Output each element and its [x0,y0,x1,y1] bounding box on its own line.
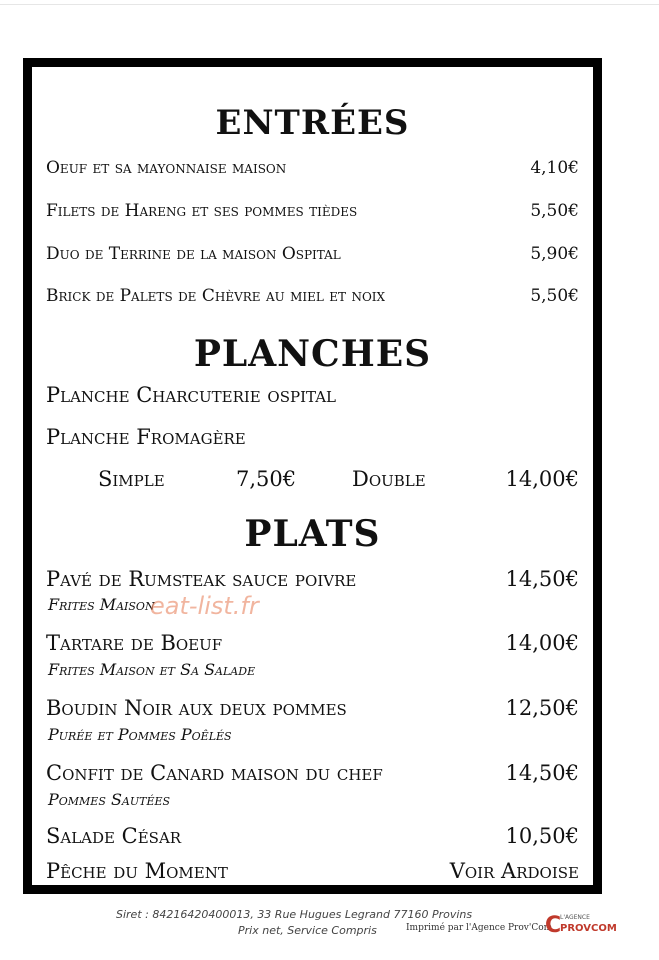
provcom-logo-mark: C [545,913,562,938]
footer-siret: Siret : 84216420400013, 33 Rue Hugues Legrand 77160 Provins [116,908,473,921]
item-price: 14,50€ [505,761,579,785]
item-price: 5,90€ [530,244,579,264]
item-price: 12,50€ [505,696,579,720]
item-price: 5,50€ [530,286,579,306]
item-name: Pavé de Rumsteak sauce poivre [46,567,357,591]
item-name: Boudin Noir aux deux pommes [46,696,347,720]
section-title-planches: PLANCHES [193,333,432,375]
provcom-logo-small-text: L'AGENCE [560,914,590,921]
item-side: Frites Maison et Sa Salade [48,660,256,679]
item-name: Duo de Terrine de la maison Ospital [46,244,341,264]
item-name: Planche Fromagère [46,425,246,449]
item-price: 14,00€ [505,631,579,655]
watermark: eat-list.fr [150,592,259,620]
item-side: Frites Maison [48,595,155,614]
footer-printer: Imprimé par l'Agence Prov'Com [406,923,553,933]
menu-frame [23,58,602,894]
item-name: Confit de Canard maison du chef [46,761,383,785]
item-price: Voir Ardoise [449,859,579,883]
item-name: Planche Charcuterie ospital [46,383,336,407]
item-side: Purée et Pommes Poêlés [48,725,232,744]
item-price: 5,50€ [530,201,579,221]
item-name: Oeuf et sa mayonnaise maison [46,158,287,178]
item-price: 10,50€ [505,824,579,848]
top-divider [0,4,659,5]
footer-price-note: Prix net, Service Compris [238,924,377,937]
provcom-logo-text: PROVCOM [560,923,617,934]
section-title-plats: PLATS [244,513,381,555]
item-name: Tartare de Boeuf [46,631,223,655]
item-name: Salade César [46,824,182,848]
size-simple-price: 7,50€ [236,467,297,491]
size-double-label: Double [352,467,426,491]
provcom-logo [545,913,617,940]
section-title-entrees: ENTRÉES [215,103,410,143]
item-price: 14,50€ [505,567,579,591]
size-double-price: 14,00€ [505,467,579,491]
item-name: Brick de Palets de Chèvre au miel et noix [46,286,386,306]
size-simple-label: Simple [98,467,165,491]
item-side: Pommes Sautées [48,790,171,809]
item-price: 4,10€ [530,158,579,178]
item-name: Pêche du Moment [46,859,228,883]
item-name: Filets de Hareng et ses pommes tièdes [46,201,358,221]
